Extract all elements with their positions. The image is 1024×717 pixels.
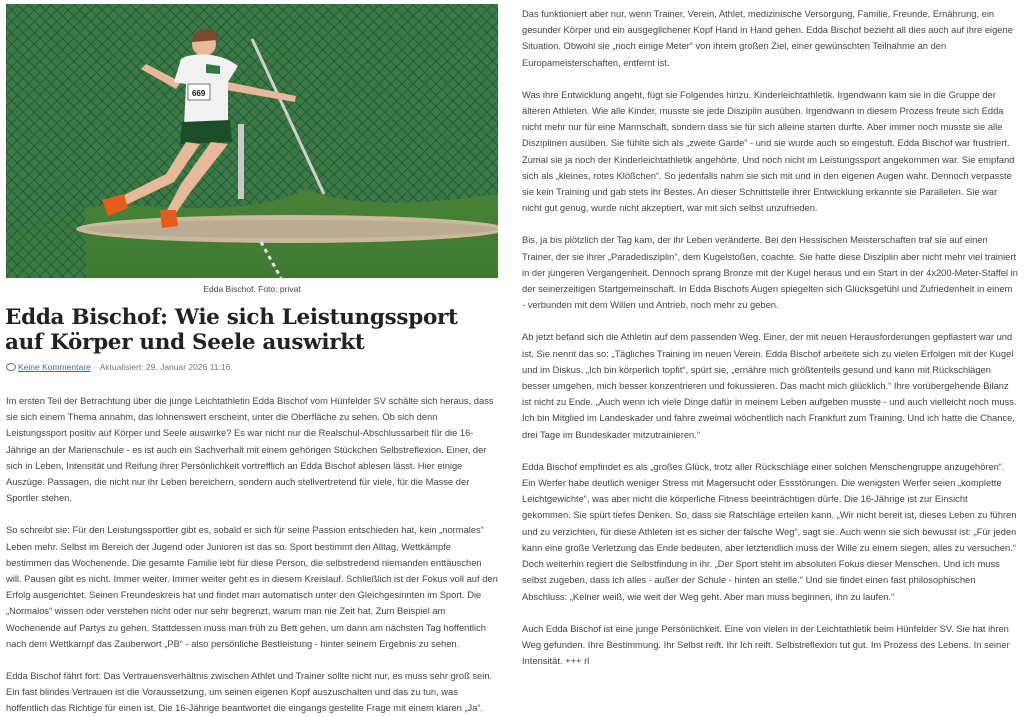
photo-caption: Edda Bischof. Foto: privat <box>203 284 301 294</box>
article-photo <box>6 4 498 278</box>
bib-number: 669 <box>192 89 206 98</box>
paragraph: Bis, ja bis plötzlich der Tag kam, der ihr Leben veränderte. Bei den Hessischen Meisterschaften traf sie auf einen Trainer, der sie ihrer „Paradedisziplin“, dem Kugelstoßen, coachte. Sie hatte diese Disziplin aber nicht mehr viel trainiert in der jüngeren Vergangenheit. Dennoch sprang Bronze mit der Kugel heraus und ein Start in der 4x200-Meter-Staffel in der seinerzeitigen Startgemeinschaft. In Edda Bischofs Augen spiegelten sich Glücksgefühl und Zufriedenheit in einem - verbunden mit dem Willen und Antrieb, noch mehr zu geben. <box>522 235 1018 311</box>
right-column <box>522 6 1018 685</box>
comments-link[interactable]: Keine Kommentare <box>18 362 91 372</box>
paragraph: Ab jetzt befand sich die Athletin auf dem passenden Weg. Einer, der mit neuen Herausforderungen gepflastert war und ist. Sie nennt das so: „Tägliches Training im neuen Verein. Edda Bischof arbeitete sich zu vielen Erfolgen mit der Kugel und im Diskus. „Ich bin körperlich topfit“, spürt sie, „ernähre mich größtenteils gesund und kann mit Rückschlägen besser umgehen, mich besser konzentrieren und fokussieren. Das macht mich glücklich.“ Ihre vorübergehende Bilanz ist nicht zu Ende. „Auch wenn ich viele Dinge dafür in meinem Leben aufgeben musste - und auch vielleicht noch muss. Ich bin Mitglied im Landeskader und fahre zweimal wöchentlich nach Frankfurt zum Training. Und ich hatte die Chance, drei Tage im Bundeskader mitzutrainieren.“ <box>522 332 1017 440</box>
athlete-photo-illustration <box>6 4 498 278</box>
updated-timestamp: Aktualisiert: 29. Januar 2026 11:16 <box>99 362 231 372</box>
comment-icon <box>6 363 16 371</box>
paragraph: So schreibt sie: Für den Leistungssportler gibt es, sobald er sich für seine Passion entschieden hat, kein „normales“ Leben mehr. Selbst im Bereich der Jugend oder Junioren ist das so. Sport bestimmt den Alltag, Wettkämpfe bestimmen das Wochenende. Die gesamte Familie lebt für diese Person, die selbstredend niemanden enttäuschen will. Pausen gibt es nicht. Immer weiter. Immer weiter geht es in diesem Kreislauf. Schließlich ist der Fokus voll auf den Erfolg ausgerichtet. Seinen Freundeskreis hat und findet man automatisch unter den Gleichgesinnten im Sport. Die „Normalos“ wissen oder verstehen nicht oder nur sehr begrenzt, warum man nie Zeit hat. Zum Beispiel am Wochenende auf Partys zu gehen. Stattdessen muss man früh zu Bett gehen, um dann am nächsten Tag hoffentlich nach dem Wettkampf das Zauberwort „PB“ - also persönliche Bestleistung - hinter seinem Ergebnis zu sehen. <box>6 525 498 649</box>
paragraph: Was ihre Entwicklung angeht, fügt sie Folgendes hinzu. Kinderleichtathletik. Irgendwann kam sie in die Gruppe der älteren Athleten. Wie alle Kinder, musste sie jede Disziplin ausüben. Irgendwann in diesem Prozess freute sich Edda nicht mehr nur für eine Mannschaft, sondern dass sie für sich alleine starten durfte. Aber immer noch musste sie alle Disziplinen ausüben. Sie fühlte sich als „zweite Garde“ - und sie wurde auch so eingestuft. Edda Bischof war frustriert. Zumal sie ja noch der Kinderleichtathletik angehörte. Und noch nicht im Leistungssport angekommen war. Sie empfand sich als „kleines, rotes Klößchen“. So jedenfalls nahm sie sich mit und in den eigenen Augen wahr. Dennoch verpasste sie kein Training und gab stets ihr Bestes. An dieser Schnittstelle ihrer Entwicklung erkannte sie Parallelen. Sie war nicht gut genug, wurde nicht akzeptiert, war mit sich selbst unzufrieden. <box>522 89 1015 214</box>
paragraph: Das funktioniert aber nur, wenn Trainer, Verein, Athlet, medizinische Versorgung, Familie, Freunde, Ernährung, ein gesunder Körper und ein ausgeglichener Kopf Hand in Hand gehen. Edda Bischof bezieht all dies auch auf ihre eigene Situation. Obwohl sie „noch einige Meter“ von ihrem großen Ziel, einer gewünschten Teilnahme an den Europameisterschaften, entfernt ist. <box>522 9 1013 68</box>
paragraph: Edda Bischof empfindet es als „großes Glück, trotz aller Rückschläge einer solchen Menschengruppe anzugehören“. Ein Werfer habe deutlich weniger Stress mit Magersucht oder Essstörungen. Die wenigsten Werfer seien „komplette Leichtgewichte“, was aber nicht die körperliche Fitness beeinträchtigen dürfe. Die 16-Jährige ist zur Einsicht gekommen. Sie spürt tiefes Denken. So, dass sie Ratschläge erteilen kann. „Wir nicht bereit ist, dieses Leben zu führen und zu verzichten, für diese Athleten ist es sicher der falsche Weg“, sagt sie. Auch wenn sie sich bewusst ist: „Für jeden kann eine große Verletzung das Ende bedeuten, aber letztendlich muss der Wille zu einem siegen, alles zu versuchen.“ Doch weiterhin regiert die Selbstfindung in ihr. „Der Sport steht im absoluten Fokus dieser Menschen. Und ich muss selbst zugeben, dass ich alles - außer der Schule - hinten an stelle.“ Und sie findet einen fast philosophischen Abschluss: „Keiner weiß, wie weit der Weg geht. Aber man muss beginnen, ihn zu laufen.“ <box>522 461 1017 602</box>
article-meta <box>6 362 498 374</box>
meta-separator: · <box>93 362 97 372</box>
paragraph: Im ersten Teil der Betrachtung über die junge Leichtathletin Edda Bischof vom Hünfelder SV schälte sich heraus, dass sie sich einem Thema annahm, das lohnenswert erscheint, unter die Oberfläche zu sehen. Ob sich denn Leistungssport positiv auf Körper und Seele auswirke? Es war nicht nur die Realschul-Abschlussarbeit für die 16-Jährige an der Marienschule - es ist auch ein Sachverhalt mit einem gehörigen Stückchen Selbstreflexion. Einer, der sich in Leben, Intensität und Reifung ihrer Persönlichkeit vortrefflich an Edda Bischof ablesen lässt. Hier einige Auszüge. Passagen, die nicht nur ihr Leben bereichern, sondern auch stellvertretend für viele, für die Masse der Sportler stehen. <box>6 396 494 504</box>
paragraph: Auch Edda Bischof ist eine junge Persönlichkeit. Eine von vielen in der Leichtathletik beim Hünfelder SV. Sie hat ihren Weg gefunden. Ihre Bestimmung. Ihr Selbst reift. Ihr Ich reift. Selbstreflexion tut gut. Im Prozess des Lebens. In seiner Intensität. +++ rl <box>522 623 1010 667</box>
left-column <box>6 4 498 717</box>
paragraph: Edda Bischof fährt fort: Das Vertrauensverhältnis zwischen Athlet und Trainer sollte nicht nur, es muss sehr groß sein. Ein fast blindes Vertrauen ist die Voraussetzung, um seinen eigenen Kopf auszuschalten und das zu tun, was hoffentlich das Richtige für einen ist. Die 16-Jährige beantwortet die eingangs gestellte Frage mit einem klaren „Ja“. <box>6 671 493 714</box>
article-title: Edda Bischof: Wie sich Leistungssport auf Körper und Seele auswirkt <box>5 305 458 355</box>
